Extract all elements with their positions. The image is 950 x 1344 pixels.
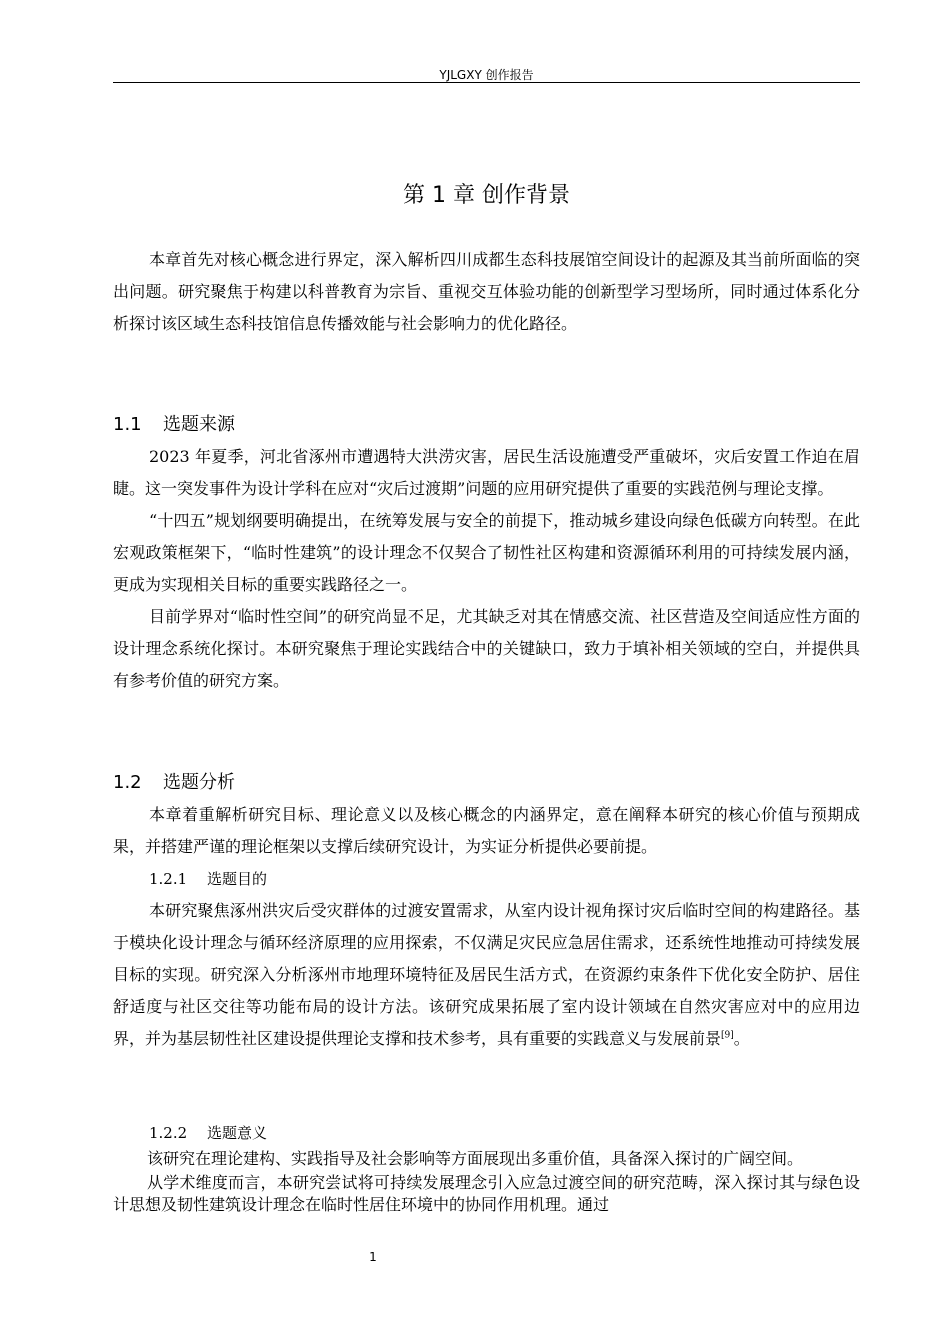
paragraph-text: 本研究聚焦涿州洪灾后受灾群体的过渡安置需求，从室内设计视角探讨灾后临时空间的构建路径。基于模块化设计理念与循环经济原理的应用探索，不仅满足灾民应急居住需求，还系统性地推动可持续发展目标的实现。研究深入分析涿州市地理环境特征及居民生活方式，在资源约束条件下优化安全防护、居住舒适度与社区交往等功能布局的设计方法。该研究成果拓展了室内设计领域在自然灾害应对中的应用边界，并为基层韧性社区建设提供理论支撑和技术参考，具有重要的实践意义与发展前景 <box>113 901 860 1048</box>
intro-paragraph: 本章首先对核心概念进行界定，深入解析四川成都生态科技展馆空间设计的起源及其当前所面临的突出问题。研究聚焦于构建以科普教育为宗旨、重视交互体验功能的创新型学习型场所，同时通过体系化分析探讨该区域生态科技馆信息传播效能与社会影响力的优化路径。 <box>113 250 860 333</box>
section-title: 选题来源 <box>163 414 235 435</box>
page-header: YJLGXY 创作报告 <box>439 68 534 82</box>
paragraph: 从学术维度而言，本研究尝试将可持续发展理念引入应急过渡空间的研究范畴，深入探讨其与绿色设计思想及韧性建筑设计理念在临时性居住环境中的协同作用机理。通过 <box>113 1173 860 1214</box>
paragraph: “十四五”规划纲要明确提出，在统筹发展与安全的前提下，推动城乡建设向绿色低碳方向转型。在此宏观政策框架下，“临时性建筑”的设计理念不仅契合了韧性社区构建和资源循环利用的可持续发展内涵，更成为实现相关目标的重要实践路径之一。 <box>113 511 860 594</box>
page-number: 1 <box>369 1250 377 1264</box>
subsection-heading <box>113 863 860 895</box>
paragraph: 2023 年夏季，河北省涿州市遭遇特大洪涝灾害，居民生活设施遭受严重破坏，灾后安置工作迫在眉睫。这一突发事件为设计学科在应对“灾后过渡期”问题的应用研究提供了重要的实践范例与理论支撑。 <box>113 447 860 498</box>
section-1-2-2 <box>113 1118 860 1216</box>
section-1-2 <box>113 767 860 1055</box>
paragraph: 该研究在理论建构、实践指导及社会影响等方面展现出多重价值，具备深入探讨的广阔空间。 <box>147 1149 804 1168</box>
subsection-title: 选题意义 <box>207 1124 268 1142</box>
subsection-heading <box>113 1118 860 1148</box>
section-heading <box>113 409 860 441</box>
chapter-intro <box>113 244 860 340</box>
paragraph: 本章着重解析研究目标、理论意义以及核心概念的内涵界定，意在阐释本研究的核心价值与预期成果，并搭建严谨的理论框架以支撑后续研究设计，为实证分析提供必要前提。 <box>113 805 860 856</box>
paragraph: 目前学界对“临时性空间”的研究尚显不足，尤其缺乏对其在情感交流、社区营造及空间适应性方面的设计理念系统化探讨。本研究聚焦于理论实践结合中的关键缺口，致力于填补相关领域的空白，并提供具有参考价值的研究方案。 <box>113 607 860 690</box>
section-number: 1.1 <box>113 414 142 435</box>
section-title: 选题分析 <box>163 772 235 793</box>
section-number: 1.2 <box>113 772 142 793</box>
paragraph-end: 。 <box>733 1029 750 1048</box>
header-rule <box>113 82 860 83</box>
section-heading <box>113 767 860 799</box>
citation-ref[interactable]: [9] <box>721 1030 734 1041</box>
chapter-title: 第 1 章 创作背景 <box>403 183 570 208</box>
subsection-number: 1.2.1 <box>149 870 188 888</box>
subsection-title: 选题目的 <box>207 870 268 888</box>
paragraph <box>113 895 860 1055</box>
section-1-1 <box>113 409 860 697</box>
subsection-number: 1.2.2 <box>149 1124 188 1142</box>
